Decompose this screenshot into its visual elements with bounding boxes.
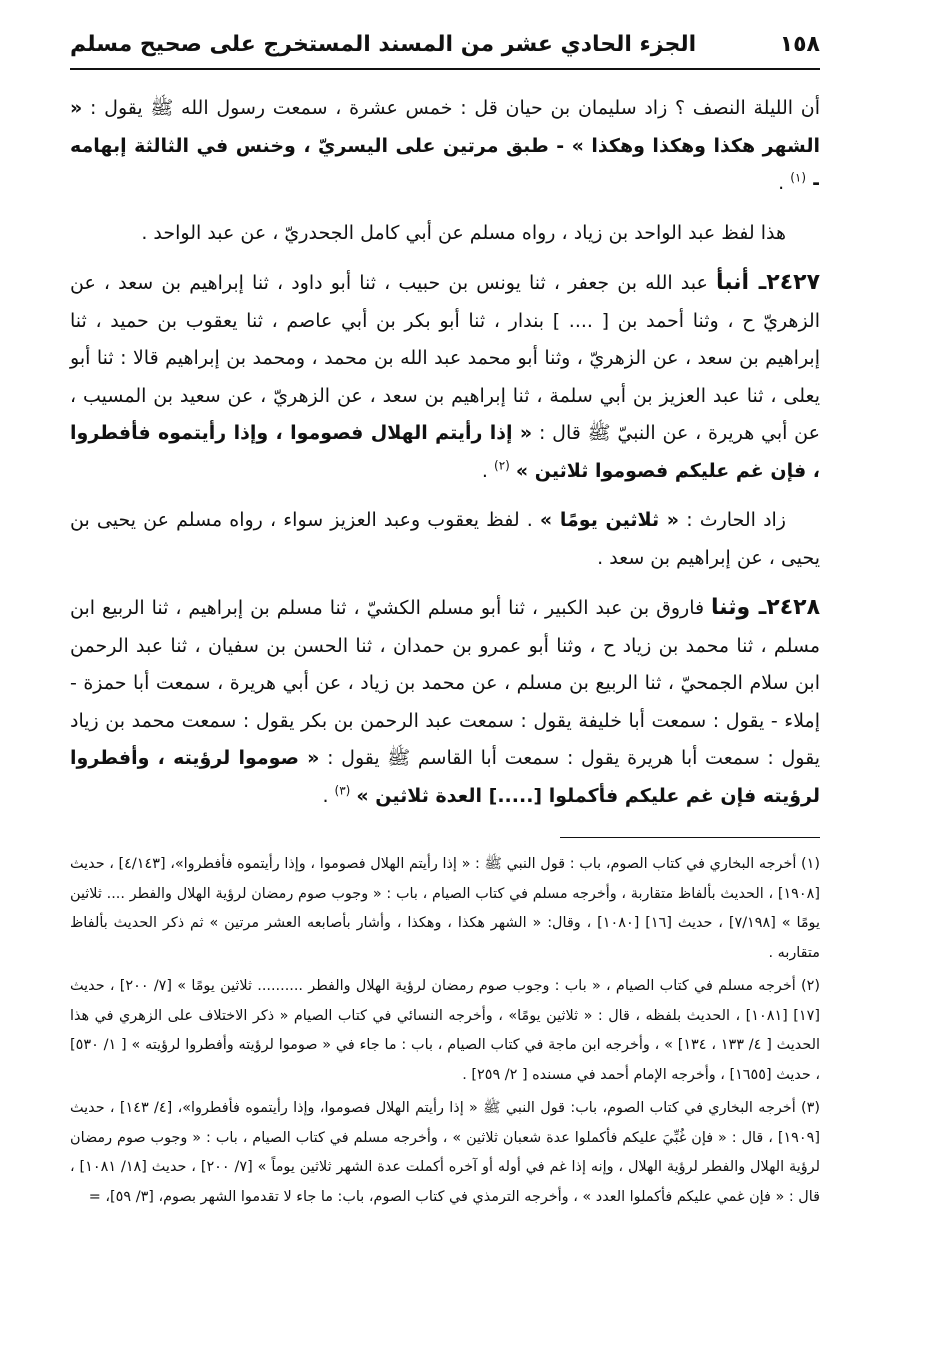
paragraph-2: هذا لفظ عبد الواحد بن زياد ، رواه مسلم عن أبي كامل الجحدريّ ، عن عبد الواحد . — [141, 221, 786, 244]
sentence-end: . — [322, 784, 329, 807]
hadith-quote: « الشهر هكذا وهكذا وهكذا » - طبق مرتين على اليسريّ ، وخنس في الثالثة إبهامه - — [70, 97, 820, 194]
footnotes — [70, 850, 820, 1212]
hadith-2427-chain: عبد الله بن جعفر ، ثنا يونس بن حبيب ، ثنا أبو داود ، ثنا إبراهيم بن سعد ، عن الزهريّ ح ، وثنا أحمد بن [ .... ] بندار ، ثنا أبو بكر بن أبي عاصم ، ثنا يعقوب بن حميد ، ثنا إبراهيم بن سعد ، عن الزهريّ ، وثنا أبو محمد عبد الله بن محمد ، ومحمد بن إبراهيم قالا : ثنا أبو يعلى ، ثنا عبد العزيز بن أبي سلمة ، ثنا إبراهيم بن سعد ، عن الزهريّ ، عن سعيد بن المسيب ، عن أبي هريرة ، عن النبيّ ﷺ قال : — [70, 272, 820, 444]
sentence-end: . — [778, 172, 785, 194]
footnote-mark: (٣) — [801, 1100, 820, 1116]
footnote-ref-2[interactable]: (٢) — [494, 458, 510, 473]
page-header — [70, 28, 820, 70]
footnote-text: أخرجه مسلم في كتاب الصيام ، « باب : وجوب صوم رمضان لرؤية الهلال والفطر .......... ثلاثين يومًا » [٧/ ٢٠٠] ، حديث [١٧] [١٠٨١] ، الحديث بلفظه ، قال : « ثلاثين يومًا» ، وأخرجه النسائي في كتاب الصيام « ذكر الاختلاف على الزهري في هذا الحديث [ ٤/ ١٣٣ ، ١٣٤] » ، وأخرجه ابن ماجة في كتاب الصيام ، باب : ما جاء في « صوموا لرؤيته وأفطروا لرؤيته » [ ١/ ٥٣٠] ، حديث [١٦٥٥] ، وأخرجه الإمام أحمد في مسنده [ ٢/ ٢٥٩] . — [70, 978, 820, 1083]
paragraph-4-text-a: زاد الحارث : — [686, 509, 786, 531]
footnote-text: أخرجه البخاري في كتاب الصوم، باب : قول النبي ﷺ : « إذا رأيتم الهلال فصوموا ، وإذا رأيتموه فأفطروا»، [٤/١٤٣] ، حديث [١٩٠٨] ، الحديث بألفاظ متقاربة ، وأخرجه مسلم في كتاب الصيام ، باب : « وجوب صوم رمضان لرؤية الهلال والفطر .... ثلاثين يومًا » [٧/١٩٨] ، حديث [١٦] [١٠٨٠] ، وقال: « الشهر هكذا ، وهكذا ، وأشار بأصابعه العشر مرتين » ثم ذكر الحديث بألفاظ متقاربه . — [70, 856, 820, 961]
hadith-2428-quote: « صوموا لرؤيته ، وأفطروا لرؤيته فإن غم عليكم فأكملوا [.....] العدة ثلاثين » — [70, 747, 820, 807]
hadith-2427-quote: « إذا رأيتم الهلال فصوموا ، وإذا رأيتموه فأفطروا ، فإن غم عليكم فصوموا ثلاثين » — [70, 422, 820, 482]
running-title: الجزء الحادي عشر من المسند المستخرج على صحيح مسلم — [70, 32, 697, 57]
page-number: ١٥٨ — [779, 32, 820, 57]
paragraph-4-quote: « ثلاثين يومًا » — [539, 509, 680, 531]
footnote-ref-3[interactable]: (٣) — [334, 783, 351, 798]
paragraph-1 — [70, 90, 820, 203]
hadith-number-2427: ٢٤٢٧ـ أنبأ — [715, 270, 821, 295]
paragraph-4 — [70, 502, 820, 577]
hadith-2428-chain: فاروق بن عبد الكبير ، ثنا أبو مسلم الكشيّ ، ثنا مسلم بن إبراهيم ، ثنا الربيع ابن مسلم ، ثنا محمد بن زياد ح ، وثنا أبو عمرو بن حمدان ، ثنا الحسن بن سفيان ، ثنا عبد الرحمن ابن سلام الجمحيّ ، ثنا الربيع بن مسلم ، عن محمد بن زياد ، عن أبي هريرة ، سمعت أبا حمزة - إملاء - يقول : سمعت أبا خليفة يقول : سمعت عبد الرحمن بن بكر يقول : سمعت محمد بن زياد يقول : سمعت أبا هريرة يقول : سمعت أبا القاسم ﷺ يقول : — [70, 597, 820, 769]
book-page — [70, 28, 820, 1212]
footnote-1 — [70, 850, 820, 968]
main-text — [70, 90, 820, 815]
footnote-mark: (١) — [801, 856, 820, 872]
footnote-text: أخرجه البخاري في كتاب الصوم، باب: قول النبي ﷺ « إذا رأيتم الهلال فصوموا، وإذا رأيتموه فأفطروا»، [٤/ ١٤٣] ، حديث [١٩٠٩] ، قال : « فإن غُبِّيَ عليكم فأكملوا عدة شعبان ثلاثين » ، وأخرجه مسلم في كتاب الصيام ، باب : « وجوب صوم رمضان لرؤية الهلال والفطر لرؤية الهلال ، وإنه إذا غم في أوله أو آخره أكملت عدة الشهر ثلاثين يوماً » [٧/ ٢٠٠] ، حديث [١٨/ ١٠٨١] ، قال : « فإن غمي عليكم فأكملوا العدد » ، وأخرجه الترمذي في كتاب الصوم، باب: ما جاء لا تقدموا الشهر بصوم، [٣/ ٥٩]، = — [70, 1100, 820, 1205]
hadith-number-2428: ٢٤٢٨ـ وثنا — [711, 595, 820, 620]
hadith-2427 — [70, 264, 820, 490]
paragraph-1-text: أن الليلة النصف ؟ زاد سليمان بن حيان قل : خمس عشرة ، سمعت رسول الله ﷺ يقول : — [90, 97, 820, 119]
hadith-2428 — [70, 589, 820, 815]
footnote-mark: (٢) — [801, 978, 820, 994]
footnote-ref-1[interactable]: (١) — [790, 170, 807, 185]
footnote-3 — [70, 1094, 820, 1212]
sentence-end: . — [481, 459, 488, 482]
paragraph-4-text-b: . لفظ يعقوب وعبد العزيز سواء ، رواه مسلم عن يحيى بن يحيى ، عن إبراهيم بن سعد . — [70, 509, 820, 569]
footnote-2 — [70, 972, 820, 1090]
footnote-separator — [560, 837, 820, 838]
